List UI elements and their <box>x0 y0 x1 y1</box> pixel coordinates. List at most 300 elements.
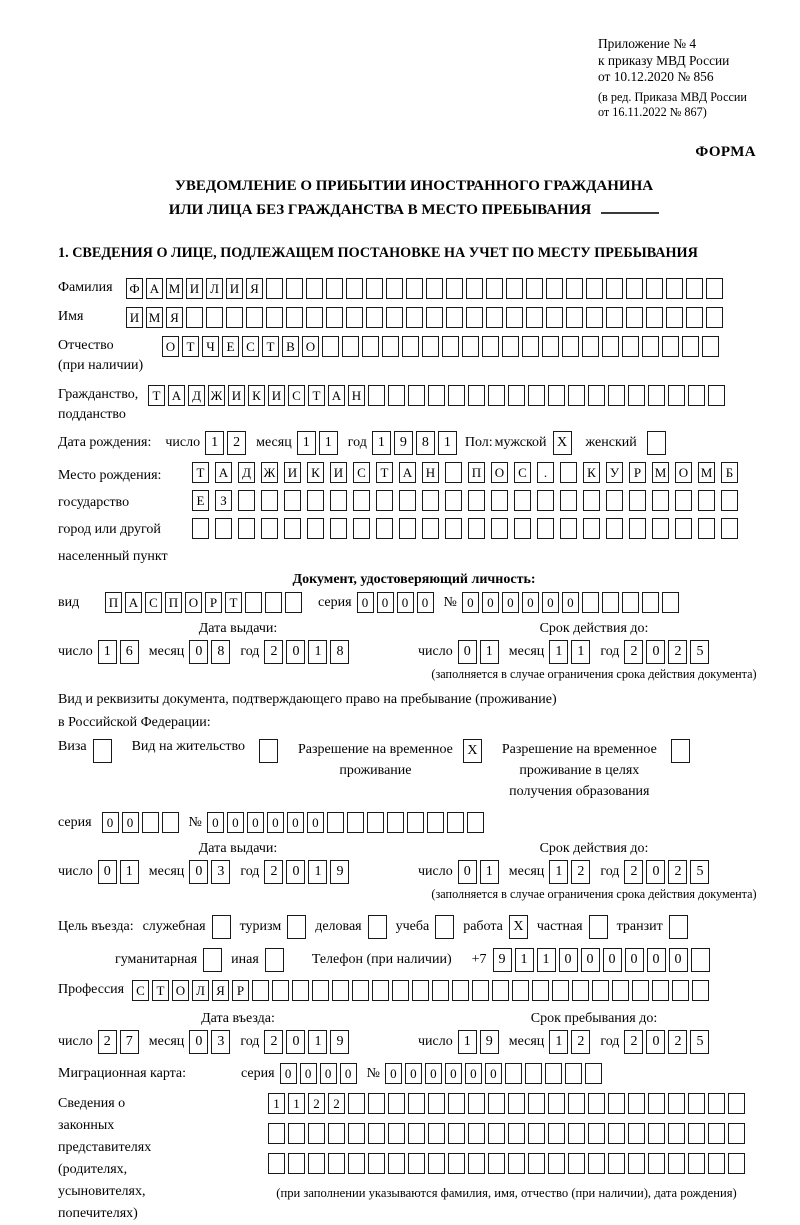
char-box[interactable] <box>583 518 600 539</box>
char-box[interactable] <box>367 812 384 833</box>
char-box[interactable] <box>265 948 284 972</box>
char-box[interactable]: К <box>248 385 265 406</box>
char-box[interactable]: 2 <box>668 1030 687 1054</box>
char-box[interactable] <box>488 1123 505 1144</box>
char-box[interactable]: Е <box>192 490 209 511</box>
char-box[interactable]: 1 <box>205 431 224 455</box>
char-box[interactable]: 0 <box>98 860 117 884</box>
char-box[interactable] <box>592 980 609 1001</box>
char-box[interactable] <box>514 518 531 539</box>
char-box[interactable] <box>668 1153 685 1174</box>
char-box[interactable]: 0 <box>559 948 578 972</box>
char-box[interactable] <box>514 490 531 511</box>
char-box[interactable] <box>548 1153 565 1174</box>
char-box[interactable]: X <box>553 431 572 455</box>
char-box[interactable]: 0 <box>300 1063 317 1084</box>
char-box[interactable]: 0 <box>286 1030 305 1054</box>
char-box[interactable] <box>548 385 565 406</box>
char-box[interactable]: 1 <box>515 948 534 972</box>
char-box[interactable] <box>212 915 231 939</box>
char-box[interactable] <box>537 490 554 511</box>
char-box[interactable] <box>462 336 479 357</box>
char-box[interactable]: 0 <box>646 860 665 884</box>
char-box[interactable]: 2 <box>571 1030 590 1054</box>
char-box[interactable]: Я <box>212 980 229 1001</box>
char-box[interactable] <box>506 278 523 299</box>
char-box[interactable]: А <box>146 278 163 299</box>
char-box[interactable]: 1 <box>571 640 590 664</box>
char-box[interactable] <box>445 518 462 539</box>
char-box[interactable] <box>246 307 263 328</box>
char-box[interactable]: И <box>226 278 243 299</box>
char-box[interactable] <box>428 1093 445 1114</box>
char-box[interactable] <box>186 307 203 328</box>
char-box[interactable] <box>537 518 554 539</box>
char-box[interactable] <box>688 1093 705 1114</box>
char-box[interactable]: 3 <box>211 1030 230 1054</box>
char-box[interactable]: Л <box>206 278 223 299</box>
char-box[interactable] <box>698 490 715 511</box>
char-box[interactable]: И <box>186 278 203 299</box>
char-box[interactable] <box>648 1153 665 1174</box>
char-box[interactable] <box>408 1093 425 1114</box>
char-box[interactable] <box>682 336 699 357</box>
char-box[interactable]: А <box>168 385 185 406</box>
char-box[interactable] <box>422 518 439 539</box>
char-box[interactable] <box>572 980 589 1001</box>
char-box[interactable] <box>368 1093 385 1114</box>
char-box[interactable] <box>508 1153 525 1174</box>
char-box[interactable]: 2 <box>668 860 687 884</box>
char-box[interactable] <box>532 980 549 1001</box>
char-box[interactable]: Н <box>422 462 439 483</box>
char-box[interactable] <box>407 812 424 833</box>
char-box[interactable] <box>428 385 445 406</box>
char-box[interactable] <box>368 385 385 406</box>
char-box[interactable] <box>446 307 463 328</box>
char-box[interactable] <box>622 336 639 357</box>
char-box[interactable]: 0 <box>377 592 394 613</box>
char-box[interactable] <box>565 1063 582 1084</box>
char-box[interactable] <box>548 1123 565 1144</box>
char-box[interactable]: О <box>185 592 202 613</box>
char-box[interactable] <box>688 385 705 406</box>
char-box[interactable]: С <box>145 592 162 613</box>
char-box[interactable] <box>353 490 370 511</box>
char-box[interactable]: Т <box>225 592 242 613</box>
char-box[interactable] <box>368 1153 385 1174</box>
char-box[interactable]: 5 <box>690 860 709 884</box>
char-box[interactable] <box>266 278 283 299</box>
char-box[interactable]: 2 <box>98 1030 117 1054</box>
char-box[interactable]: 0 <box>227 812 244 833</box>
char-box[interactable] <box>671 739 690 763</box>
char-box[interactable] <box>586 307 603 328</box>
char-box[interactable]: Р <box>205 592 222 613</box>
char-box[interactable] <box>332 980 349 1001</box>
char-box[interactable] <box>728 1153 745 1174</box>
char-box[interactable]: Я <box>246 278 263 299</box>
char-box[interactable] <box>505 1063 522 1084</box>
char-box[interactable] <box>432 980 449 1001</box>
char-box[interactable]: 0 <box>189 860 208 884</box>
char-box[interactable] <box>628 1123 645 1144</box>
char-box[interactable] <box>528 1093 545 1114</box>
char-box[interactable]: 0 <box>405 1063 422 1084</box>
char-box[interactable]: 0 <box>522 592 539 613</box>
char-box[interactable]: 0 <box>286 860 305 884</box>
char-box[interactable] <box>728 1123 745 1144</box>
char-box[interactable] <box>628 1153 645 1174</box>
char-box[interactable] <box>626 278 643 299</box>
char-box[interactable] <box>388 385 405 406</box>
char-box[interactable]: Т <box>192 462 209 483</box>
char-box[interactable] <box>562 336 579 357</box>
char-box[interactable]: 9 <box>394 431 413 455</box>
char-box[interactable]: 0 <box>465 1063 482 1084</box>
char-box[interactable]: 1 <box>308 1030 327 1054</box>
char-box[interactable] <box>452 980 469 1001</box>
char-box[interactable] <box>162 812 179 833</box>
char-box[interactable]: 0 <box>397 592 414 613</box>
char-box[interactable] <box>347 812 364 833</box>
char-box[interactable] <box>669 915 688 939</box>
char-box[interactable]: 2 <box>264 860 283 884</box>
char-box[interactable] <box>668 1123 685 1144</box>
char-box[interactable] <box>268 1153 285 1174</box>
char-box[interactable] <box>376 490 393 511</box>
char-box[interactable] <box>372 980 389 1001</box>
char-box[interactable]: 0 <box>482 592 499 613</box>
char-box[interactable]: 0 <box>287 812 304 833</box>
char-box[interactable]: 0 <box>462 592 479 613</box>
char-box[interactable] <box>560 490 577 511</box>
char-box[interactable]: 1 <box>297 431 316 455</box>
char-box[interactable]: 0 <box>647 948 666 972</box>
char-box[interactable]: 1 <box>458 1030 477 1054</box>
char-box[interactable] <box>642 336 659 357</box>
char-box[interactable] <box>582 592 599 613</box>
char-box[interactable]: X <box>509 915 528 939</box>
char-box[interactable] <box>675 490 692 511</box>
char-box[interactable] <box>662 336 679 357</box>
char-box[interactable] <box>467 812 484 833</box>
char-box[interactable] <box>348 1153 365 1174</box>
char-box[interactable]: 1 <box>98 640 117 664</box>
char-box[interactable] <box>506 307 523 328</box>
char-box[interactable]: 2 <box>264 640 283 664</box>
char-box[interactable]: А <box>215 462 232 483</box>
char-box[interactable] <box>226 307 243 328</box>
char-box[interactable] <box>238 490 255 511</box>
char-box[interactable] <box>328 1153 345 1174</box>
char-box[interactable] <box>721 518 738 539</box>
char-box[interactable]: 0 <box>340 1063 357 1084</box>
char-box[interactable]: К <box>307 462 324 483</box>
char-box[interactable]: 7 <box>120 1030 139 1054</box>
char-box[interactable]: И <box>284 462 301 483</box>
char-box[interactable] <box>508 1123 525 1144</box>
char-box[interactable] <box>628 385 645 406</box>
char-box[interactable]: 0 <box>646 640 665 664</box>
char-box[interactable] <box>386 278 403 299</box>
char-box[interactable] <box>472 980 489 1001</box>
char-box[interactable]: 5 <box>690 640 709 664</box>
char-box[interactable] <box>602 336 619 357</box>
char-box[interactable] <box>488 385 505 406</box>
char-box[interactable] <box>265 592 282 613</box>
char-box[interactable]: Ч <box>202 336 219 357</box>
char-box[interactable]: 2 <box>308 1093 325 1114</box>
char-box[interactable] <box>468 490 485 511</box>
char-box[interactable] <box>346 278 363 299</box>
char-box[interactable] <box>448 385 465 406</box>
char-box[interactable] <box>428 1153 445 1174</box>
char-box[interactable] <box>353 518 370 539</box>
char-box[interactable] <box>606 307 623 328</box>
char-box[interactable]: З <box>215 490 232 511</box>
char-box[interactable]: 0 <box>102 812 119 833</box>
char-box[interactable] <box>528 385 545 406</box>
char-box[interactable] <box>203 948 222 972</box>
char-box[interactable] <box>642 592 659 613</box>
char-box[interactable] <box>307 490 324 511</box>
char-box[interactable] <box>588 1123 605 1144</box>
char-box[interactable] <box>288 1153 305 1174</box>
char-box[interactable]: 0 <box>280 1063 297 1084</box>
char-box[interactable] <box>285 592 302 613</box>
char-box[interactable]: 0 <box>485 1063 502 1084</box>
char-box[interactable]: Т <box>262 336 279 357</box>
char-box[interactable] <box>608 1093 625 1114</box>
char-box[interactable] <box>662 592 679 613</box>
char-box[interactable]: 0 <box>581 948 600 972</box>
char-box[interactable] <box>721 490 738 511</box>
char-box[interactable] <box>261 518 278 539</box>
char-box[interactable] <box>708 385 725 406</box>
char-box[interactable]: 0 <box>417 592 434 613</box>
char-box[interactable] <box>583 490 600 511</box>
char-box[interactable]: 0 <box>122 812 139 833</box>
char-box[interactable]: 9 <box>493 948 512 972</box>
char-box[interactable] <box>686 278 703 299</box>
char-box[interactable] <box>528 1123 545 1144</box>
char-box[interactable] <box>468 1153 485 1174</box>
char-box[interactable] <box>588 385 605 406</box>
char-box[interactable] <box>675 518 692 539</box>
char-box[interactable]: К <box>583 462 600 483</box>
char-box[interactable] <box>93 739 112 763</box>
char-box[interactable]: 2 <box>624 1030 643 1054</box>
char-box[interactable] <box>352 980 369 1001</box>
char-box[interactable] <box>608 1123 625 1144</box>
char-box[interactable]: 1 <box>288 1093 305 1114</box>
char-box[interactable] <box>668 1093 685 1114</box>
char-box[interactable] <box>560 462 577 483</box>
char-box[interactable] <box>628 1093 645 1114</box>
char-box[interactable] <box>588 1093 605 1114</box>
char-box[interactable]: 1 <box>268 1093 285 1114</box>
char-box[interactable] <box>388 1123 405 1144</box>
char-box[interactable] <box>406 307 423 328</box>
char-box[interactable]: 2 <box>571 860 590 884</box>
char-box[interactable] <box>652 490 669 511</box>
char-box[interactable]: С <box>288 385 305 406</box>
char-box[interactable] <box>608 1153 625 1174</box>
char-box[interactable] <box>652 518 669 539</box>
char-box[interactable] <box>672 980 689 1001</box>
char-box[interactable] <box>426 278 443 299</box>
char-box[interactable] <box>287 915 306 939</box>
char-box[interactable] <box>602 592 619 613</box>
char-box[interactable] <box>238 518 255 539</box>
char-box[interactable] <box>708 1153 725 1174</box>
char-box[interactable] <box>322 336 339 357</box>
char-box[interactable] <box>629 518 646 539</box>
char-box[interactable]: 0 <box>189 640 208 664</box>
char-box[interactable] <box>422 336 439 357</box>
char-box[interactable]: 1 <box>537 948 556 972</box>
char-box[interactable] <box>648 385 665 406</box>
char-box[interactable] <box>342 336 359 357</box>
char-box[interactable]: 0 <box>357 592 374 613</box>
char-box[interactable]: 1 <box>308 860 327 884</box>
char-box[interactable]: 1 <box>549 640 568 664</box>
char-box[interactable] <box>526 307 543 328</box>
char-box[interactable]: 0 <box>267 812 284 833</box>
char-box[interactable]: Р <box>232 980 249 1001</box>
char-box[interactable] <box>399 518 416 539</box>
char-box[interactable]: 1 <box>120 860 139 884</box>
char-box[interactable]: А <box>125 592 142 613</box>
char-box[interactable] <box>348 1093 365 1114</box>
char-box[interactable] <box>406 278 423 299</box>
char-box[interactable]: 1 <box>319 431 338 455</box>
char-box[interactable]: И <box>330 462 347 483</box>
char-box[interactable] <box>266 307 283 328</box>
char-box[interactable]: Р <box>629 462 646 483</box>
char-box[interactable] <box>445 490 462 511</box>
char-box[interactable] <box>698 518 715 539</box>
char-box[interactable] <box>428 1123 445 1144</box>
char-box[interactable]: 0 <box>542 592 559 613</box>
char-box[interactable] <box>612 980 629 1001</box>
char-box[interactable]: 1 <box>372 431 391 455</box>
char-box[interactable] <box>666 278 683 299</box>
char-box[interactable] <box>286 278 303 299</box>
char-box[interactable] <box>588 1153 605 1174</box>
char-box[interactable] <box>346 307 363 328</box>
char-box[interactable] <box>259 739 278 763</box>
char-box[interactable]: 0 <box>307 812 324 833</box>
char-box[interactable] <box>142 812 159 833</box>
char-box[interactable]: А <box>399 462 416 483</box>
char-box[interactable] <box>288 1123 305 1144</box>
char-box[interactable]: 9 <box>330 860 349 884</box>
char-box[interactable] <box>586 278 603 299</box>
char-box[interactable] <box>448 1153 465 1174</box>
char-box[interactable] <box>408 1153 425 1174</box>
char-box[interactable] <box>448 1123 465 1144</box>
char-box[interactable]: Ж <box>261 462 278 483</box>
char-box[interactable] <box>376 518 393 539</box>
char-box[interactable]: 1 <box>549 860 568 884</box>
char-box[interactable] <box>546 278 563 299</box>
char-box[interactable]: Е <box>222 336 239 357</box>
char-box[interactable] <box>706 307 723 328</box>
char-box[interactable] <box>435 915 454 939</box>
char-box[interactable] <box>606 278 623 299</box>
char-box[interactable] <box>386 307 403 328</box>
char-box[interactable] <box>412 980 429 1001</box>
char-box[interactable] <box>468 1093 485 1114</box>
char-box[interactable] <box>706 278 723 299</box>
char-box[interactable] <box>442 336 459 357</box>
char-box[interactable] <box>468 1123 485 1144</box>
char-box[interactable] <box>568 1153 585 1174</box>
char-box[interactable] <box>388 1153 405 1174</box>
char-box[interactable]: В <box>282 336 299 357</box>
char-box[interactable]: Я <box>166 307 183 328</box>
char-box[interactable]: 0 <box>458 860 477 884</box>
char-box[interactable] <box>668 385 685 406</box>
char-box[interactable] <box>468 518 485 539</box>
char-box[interactable] <box>252 980 269 1001</box>
char-box[interactable] <box>626 307 643 328</box>
char-box[interactable] <box>666 307 683 328</box>
char-box[interactable] <box>466 278 483 299</box>
char-box[interactable] <box>408 1123 425 1144</box>
char-box[interactable]: О <box>675 462 692 483</box>
char-box[interactable]: 8 <box>330 640 349 664</box>
char-box[interactable] <box>548 1093 565 1114</box>
char-box[interactable]: О <box>491 462 508 483</box>
char-box[interactable]: 0 <box>458 640 477 664</box>
char-box[interactable]: М <box>146 307 163 328</box>
char-box[interactable]: 6 <box>120 640 139 664</box>
char-box[interactable]: М <box>698 462 715 483</box>
char-box[interactable] <box>192 518 209 539</box>
char-box[interactable] <box>268 1123 285 1144</box>
char-box[interactable] <box>392 980 409 1001</box>
char-box[interactable] <box>482 336 499 357</box>
char-box[interactable] <box>525 1063 542 1084</box>
char-box[interactable] <box>492 980 509 1001</box>
char-box[interactable] <box>382 336 399 357</box>
char-box[interactable]: 1 <box>438 431 457 455</box>
char-box[interactable]: Ж <box>208 385 225 406</box>
char-box[interactable] <box>272 980 289 1001</box>
char-box[interactable] <box>688 1123 705 1144</box>
char-box[interactable]: С <box>514 462 531 483</box>
char-box[interactable] <box>648 1093 665 1114</box>
char-box[interactable]: Д <box>238 462 255 483</box>
char-box[interactable] <box>568 1123 585 1144</box>
char-box[interactable] <box>686 307 703 328</box>
char-box[interactable] <box>560 518 577 539</box>
char-box[interactable] <box>688 1153 705 1174</box>
char-box[interactable] <box>447 812 464 833</box>
char-box[interactable] <box>622 592 639 613</box>
char-box[interactable] <box>327 812 344 833</box>
char-box[interactable] <box>326 278 343 299</box>
char-box[interactable] <box>606 518 623 539</box>
char-box[interactable] <box>292 980 309 1001</box>
char-box[interactable] <box>648 1123 665 1144</box>
char-box[interactable] <box>286 307 303 328</box>
char-box[interactable]: Т <box>182 336 199 357</box>
char-box[interactable] <box>708 1093 725 1114</box>
